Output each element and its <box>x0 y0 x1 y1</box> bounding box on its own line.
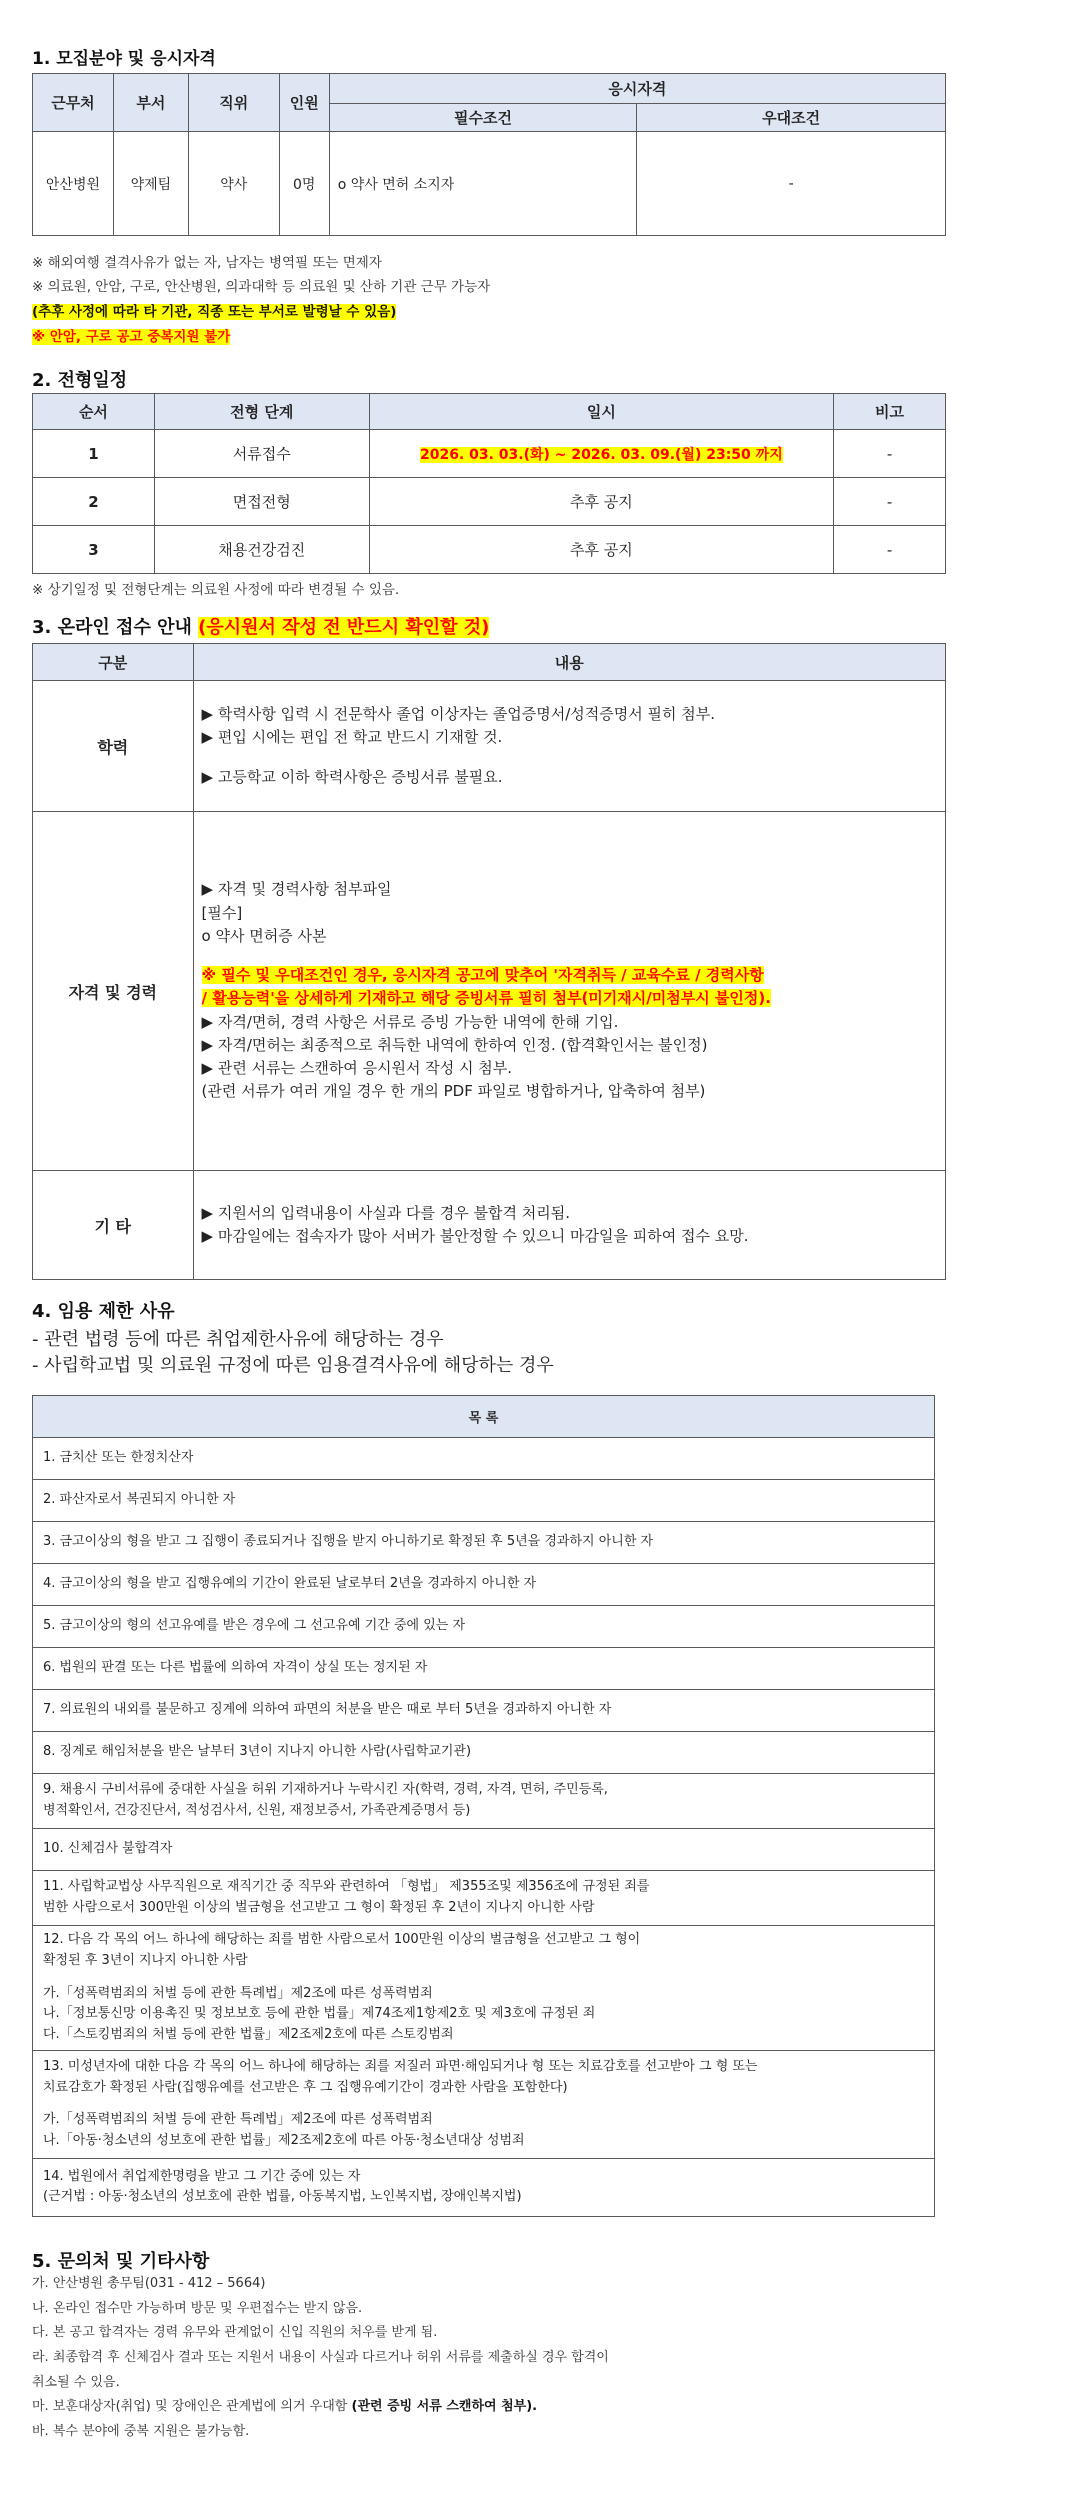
restriction-item <box>33 2158 935 2216</box>
etc-content <box>193 1171 945 1280</box>
table-row <box>33 1171 946 1280</box>
edu-label: 학력 <box>33 681 194 812</box>
restriction-item <box>33 1774 935 1829</box>
etc-line: ▶ 지원서의 입력내용이 사실과 다를 경우 불합격 처리됨. <box>201 1203 571 1222</box>
restriction-line: 9. 채용시 구비서류에 중대한 사실을 허위 기재하거나 누락시킨 자(학력, 경력, 자격, 면허, 주민등록, <box>43 1782 608 1798</box>
restriction-sub-1: - 관련 법령 등에 따른 취업제한사유에 해당하는 경우 <box>32 1329 444 1350</box>
application-period: 2026. 03. 03.(화) ~ 2026. 03. 09.(월) 23:50 까지 <box>419 446 783 463</box>
restriction-line: 14. 법원에서 취업제한명령을 받고 그 기간 중에 있는 자 <box>43 2168 361 2184</box>
section3-title-text: 3. 온라인 접수 안내 <box>32 617 192 638</box>
schedule-table <box>32 393 946 574</box>
cell-count: 0명 <box>279 132 329 236</box>
note-duplicate <box>32 325 230 345</box>
restriction-line: 범한 사람으로서 300만원 이상의 벌금형을 선고받고 그 형이 확정된 후 2년이 지나지 아니한 사람 <box>43 1900 595 1915</box>
cell-required: o 약사 면허 소지자 <box>329 132 637 236</box>
note-transfer-text: (추후 사정에 따라 타 기관, 직종 또는 부서로 발령날 수 있음) <box>32 304 397 320</box>
section4-title: 4. 임용 제한 사유 <box>32 1301 175 1322</box>
table-row <box>33 681 946 812</box>
list-item <box>33 1564 935 1606</box>
cell-preferred: - <box>637 132 946 236</box>
restriction-item: 2. 파산자로서 복권되지 아니한 자 <box>33 1480 935 1522</box>
header-list: 목 록 <box>33 1396 935 1438</box>
cell-stage: 면접전형 <box>154 478 369 526</box>
header-required: 필수조건 <box>329 104 637 132</box>
restriction-line: 치료감호가 확정된 사람(집행유예를 선고받은 후 그 집행유예기간이 경과한 사람을 포함한다) <box>43 2079 568 2095</box>
career-warning <box>202 964 945 987</box>
header-category: 구분 <box>33 644 194 681</box>
header-stage: 전형 단계 <box>154 394 369 430</box>
cell-place: 안산병원 <box>33 132 114 236</box>
career-line: ▶ 자격 및 경력사항 첨부파일 <box>201 880 392 899</box>
list-item <box>33 2158 935 2216</box>
restriction-item <box>33 2050 935 2158</box>
career-line: (관련 서류가 여러 개일 경우 한 개의 PDF 파일로 병합하거나, 압축하여 첨부) <box>201 1082 706 1101</box>
restriction-item: 4. 금고이상의 형을 받고 집행유예의 기간이 완료된 날로부터 2년을 경과하지 아니한 자 <box>33 1564 935 1606</box>
restriction-table <box>32 1395 935 2217</box>
restriction-item: 3. 금고이상의 형을 받고 그 집행이 종료되거나 집행을 받지 아니하기로 확정된 후 5년을 경과하지 아니한 자 <box>33 1522 935 1564</box>
edu-content <box>193 681 945 812</box>
note-transfer <box>32 300 396 320</box>
contact-line <box>32 2395 609 2420</box>
career-line: ▶ 자격/면허, 경력 사항은 서류로 증빙 가능한 내역에 한해 기입. <box>201 1012 619 1031</box>
restriction-line: 가.「성폭력범죄의 처벌 등에 관한 특례법」제2조에 따른 성폭력범죄 <box>43 2112 433 2128</box>
restriction-line: 13. 미성년자에 대한 다음 각 목의 어느 하나에 해당하는 죄를 저질러 파면·해임되거나 형 또는 치료감호를 선고받아 그 형 또는 <box>43 2058 758 2074</box>
restriction-line: 12. 다음 각 목의 어느 하나에 해당하는 죄를 범한 사람으로서 100만원 이상의 벌금형을 선고받고 그 형이 <box>43 1932 641 1947</box>
section5-title: 5. 문의처 및 기타사항 <box>32 2251 210 2272</box>
etc-line: ▶ 마감일에는 접속자가 많아 서버가 불안정할 수 있으니 마감일을 피하여 접수 요망. <box>201 1227 749 1245</box>
career-line: ▶ 자격/면허는 최종적으로 취득한 내역에 한하여 인정. (합격확인서는 불인정) <box>201 1035 708 1054</box>
restriction-line: 11. 사립학교법상 사무직원으로 재직기간 중 직무와 관련하여 「형법」 제355조및 제356조에 규정된 죄를 <box>43 1879 650 1895</box>
cell-order: 1 <box>33 430 155 478</box>
restriction-line: 나.「아동·청소년의 성보호에 관한 법률」제2조제2호에 따른 아동·청소년대상 성범죄 <box>43 2133 525 2149</box>
restriction-item: 7. 의료원의 내외를 불문하고 징계에 의하여 파면의 처분을 받은 때로 부터 5년을 경과하지 아니한 자 <box>33 1690 935 1732</box>
recruit-table <box>32 73 946 236</box>
table-row <box>33 526 946 574</box>
online-application-table <box>32 643 946 1280</box>
cell-remark: - <box>834 526 946 574</box>
schedule-note: ※ 상기일정 및 전형단계는 의료원 사정에 따라 변경될 수 있음. <box>32 582 400 598</box>
edu-line: ▶ 고등학교 이하 학력사항은 증빙서류 불필요. <box>201 767 503 786</box>
table-row <box>33 478 946 526</box>
header-position: 직위 <box>188 74 279 132</box>
career-content <box>193 812 945 1171</box>
career-line: ▶ 관련 서류는 스캔하여 응시원서 작성 시 첨부. <box>201 1059 513 1078</box>
etc-label: 기 타 <box>33 1171 194 1280</box>
restriction-item: 8. 징계로 해임처분을 받은 날부터 3년이 지나지 아니한 사람(사립학교기관) <box>33 1732 935 1774</box>
header-count: 인원 <box>279 74 329 132</box>
list-item <box>33 1438 935 1480</box>
section1-title: 1. 모집분야 및 응시자격 <box>32 49 216 69</box>
section3-title-highlight: (응시원서 작성 전 반드시 확인할 것) <box>198 617 490 638</box>
contact-line: 취소될 수 있음. <box>32 2374 120 2390</box>
list-item <box>33 2050 935 2158</box>
restriction-line: 나.「정보통신망 이용촉진 및 정보보호 등에 관한 법률」제74조제1항제2호 및 제3호에 규정된 죄 <box>43 2006 596 2022</box>
contact-line: 다. 본 공고 합격자는 경력 유무와 관계없이 신입 직원의 처우를 받게 됨. <box>32 2325 438 2341</box>
cell-remark: - <box>834 478 946 526</box>
note-work-place: ※ 의료원, 안암, 구로, 안산병원, 의과대학 등 의료원 및 산하 기관 근무 가능자 <box>32 279 491 295</box>
cell-stage: 채용건강검진 <box>154 526 369 574</box>
header-order: 순서 <box>33 394 155 430</box>
cell-date: 추후 공지 <box>369 526 833 574</box>
career-warning-text: ※ 필수 및 우대조건인 경우, 응시자격 공고에 맞추어 '자격취득 / 교육수료 / 경력사항 <box>201 966 764 985</box>
header-remark: 비고 <box>834 394 946 430</box>
header-dept: 부서 <box>113 74 188 132</box>
header-date: 일시 <box>369 394 833 430</box>
contact-line: 나. 온라인 접수만 가능하며 방문 및 우편접수는 받지 않음. <box>32 2300 363 2316</box>
contact-line: 가. 안산병원 총무팀(031 - 412 – 5664) <box>32 2276 266 2291</box>
career-line: o 약사 면허증 사본 <box>201 926 327 945</box>
list-item <box>33 1480 935 1522</box>
veterans-text: 마. 보훈대상자(취업) 및 장애인은 관계법에 의거 우대함 <box>32 2399 348 2415</box>
cell-order: 3 <box>33 526 155 574</box>
list-item <box>33 1732 935 1774</box>
list-item <box>33 1522 935 1564</box>
restriction-line: (근거법 : 아동·청소년의 성보호에 관한 법률, 아동복지법, 노인복지법, 장애인복지법) <box>43 2189 522 2205</box>
table-row <box>33 132 946 236</box>
cell-dept: 약제팀 <box>113 132 188 236</box>
restriction-line: 가.「성폭력범죄의 처벌 등에 관한 특례법」제2조에 따른 성폭력범죄 <box>43 1985 433 2001</box>
table-row <box>33 812 946 1171</box>
contact-info <box>32 2272 609 2445</box>
veterans-bold: (관련 증빙 서류 스캔하여 첨부). <box>351 2399 538 2415</box>
list-item <box>33 1926 935 2051</box>
cell-order: 2 <box>33 478 155 526</box>
cell-date <box>369 430 833 478</box>
table-row <box>33 430 946 478</box>
note-travel: ※ 해외여행 결격사유가 없는 자, 남자는 병역필 또는 면제자 <box>32 255 382 271</box>
career-warning <box>202 987 945 1010</box>
list-item <box>33 1690 935 1732</box>
header-qualification: 응시자격 <box>329 74 945 104</box>
contact-line: 바. 복수 분야에 중복 지원은 불가능함. <box>32 2424 250 2440</box>
restriction-item <box>33 1926 935 2051</box>
cell-date: 추후 공지 <box>369 478 833 526</box>
header-preferred: 우대조건 <box>637 104 946 132</box>
header-content: 내용 <box>193 644 945 681</box>
restriction-line: 다.「스토킹범죄의 처벌 등에 관한 법률」제2조제2호에 따른 스토킹범죄 <box>43 2027 454 2043</box>
note-duplicate-text: ※ 안암, 구로 공고 중복지원 불가 <box>32 329 231 345</box>
restriction-item: 1. 금치산 또는 한정치산자 <box>33 1438 935 1480</box>
career-line: [필수] <box>201 903 243 922</box>
list-item <box>33 1774 935 1829</box>
restriction-sub-2: - 사립학교법 및 의료원 규정에 따른 임용결격사유에 해당하는 경우 <box>32 1355 554 1376</box>
restriction-line: 병적확인서, 건강진단서, 적성검사서, 신원, 재정보증서, 가족관계증명서 등) <box>43 1803 471 1818</box>
restriction-item: 6. 법원의 판결 또는 다른 법률에 의하여 자격이 상실 또는 정지된 자 <box>33 1648 935 1690</box>
list-item <box>33 1829 935 1871</box>
section3-title <box>32 613 489 639</box>
career-label: 자격 및 경력 <box>33 812 194 1171</box>
edu-line: ▶ 편입 시에는 편입 전 학교 반드시 기재할 것. <box>201 728 503 747</box>
restriction-item <box>33 1871 935 1926</box>
cell-stage: 서류접수 <box>154 430 369 478</box>
section2-title: 2. 전형일정 <box>32 370 128 391</box>
contact-line: 라. 최종합격 후 신체검사 결과 또는 지원서 내용이 사실과 다르거나 허위 서류를 제출하실 경우 합격이 <box>32 2350 609 2366</box>
list-item <box>33 1606 935 1648</box>
cell-remark: - <box>834 430 946 478</box>
restriction-line: 확정된 후 3년이 지나지 아니한 사람 <box>43 1952 248 1968</box>
cell-position: 약사 <box>188 132 279 236</box>
list-item <box>33 1871 935 1926</box>
career-warning-text: / 활용능력'을 상세하게 기재하고 해당 증빙서류 필히 첨부(미기재시/미첨부시 불인정). <box>201 989 771 1008</box>
list-item <box>33 1648 935 1690</box>
header-place: 근무처 <box>33 74 114 132</box>
restriction-item: 5. 금고이상의 형의 선고유예를 받은 경우에 그 선고유예 기간 중에 있는 자 <box>33 1606 935 1648</box>
edu-line: ▶ 학력사항 입력 시 전문학사 졸업 이상자는 졸업증명서/성적증명서 필히 첨부. <box>201 705 716 724</box>
restriction-item: 10. 신체검사 불합격자 <box>33 1829 935 1871</box>
